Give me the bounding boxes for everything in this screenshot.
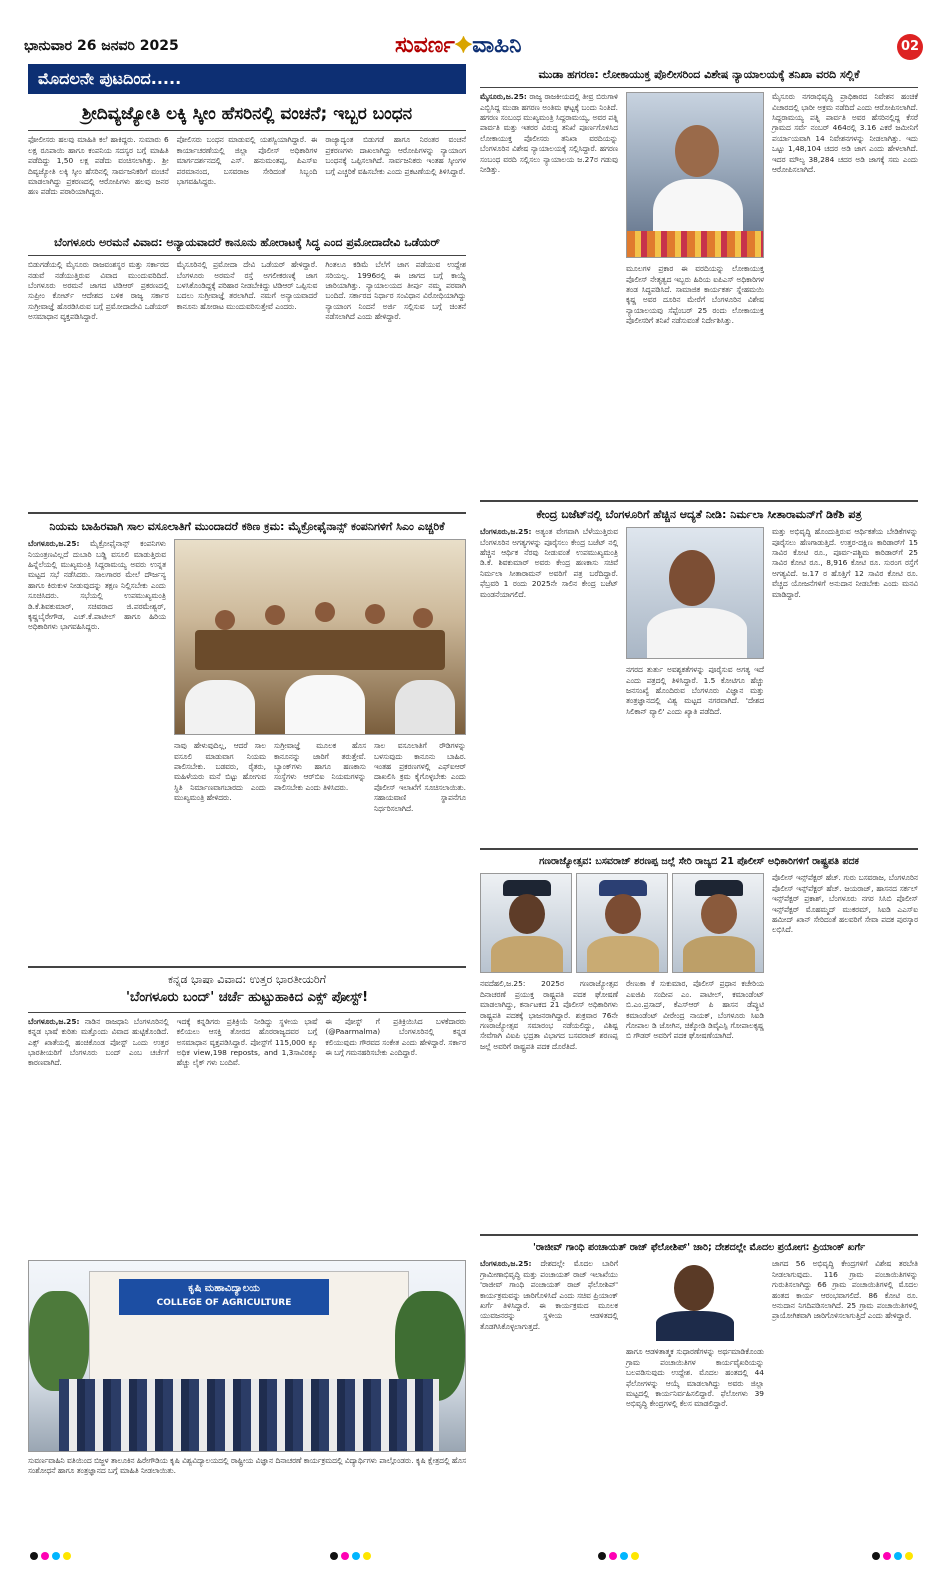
headline-palace-dispute: ಬೆಂಗಳೂರು ಅರಮನೆ ವಿವಾದ: ಅನ್ಯಾಯವಾದರೆ ಕಾನೂನು ಹೋರಾಟಕ್ಕೆ ಸಿದ್ಧ ಎಂದ ಪ್ರಮೋದಾದೇವಿ ಒಡೆಯರ್: [54, 236, 440, 249]
cm-portrait-photo: [626, 92, 764, 258]
student-group: [59, 1379, 439, 1451]
story-kannada-language: [28, 966, 466, 1256]
person-body: [587, 936, 659, 973]
college-caption-block: [28, 1456, 466, 1500]
story-union-budget: [480, 500, 918, 842]
color-dot: [63, 1552, 71, 1560]
minister-portrait-photo: [626, 1259, 764, 1341]
story-column: ರಾಜ್ಯಾದ್ಯಂತ ಬಿಡುಗಡೆ ಹಾಗೂ ನಿರಂತರ ವಂಚನೆ ಪ್ರಕರಣಗಳು ದಾಖಲಾಗಿದ್ದು ಆರೋಪಿಗಳನ್ನು ನ್ಯಾಯಾಂಗ ಬಂಧನಕ್ಕೆ ಒಪ್ಪಿಸಲಾಗಿದೆ. ಸಾರ್ವಜನಿಕರು ಇಂತಹ ಸ್ಕೀಂಗಳ ಬಗ್ಗೆ ಎಚ್ಚರಿಕೆ ವಹಿಸಬೇಕು ಎಂದು ಪ್ರಕಟಣೆಯಲ್ಲಿ ತಿಳಿಸಿದ್ದಾರೆ.: [325, 135, 466, 176]
color-dot: [620, 1552, 628, 1560]
story-column: ನಾವು ಹೇಳುವುದಿಲ್ಲ, ಆದರೆ ಸಾಲ ವಸೂಲಿ ಮಾಡುವಾಗ ನಿಯಮ ಪಾಲಿಸಬೇಕು. ಬಡವರು, ರೈತರು, ಮಹಿಳೆಯರು ಮನೆ ಬಿಟ್ಟು ಹೋಗುವ ಸ್ಥಿತಿ ನಿರ್ಮಾಣವಾಗಬಾರದು ಎಂದು ಮುಖ್ಯಮಂತ್ರಿ ಹೇಳಿದರು.: [174, 741, 266, 803]
dateline: ಮೈಸೂರು,ಜ.25:: [480, 92, 527, 102]
story-column: ಬಿಡುಗಡೆಯಲ್ಲಿ ಮೈಸೂರು ರಾಜವಂಶಸ್ಥರ ಮತ್ತು ಸರ್ಕಾರದ ನಡುವೆ ನಡೆಯುತ್ತಿರುವ ವಿವಾದ ಮುಂದುವರಿದಿದೆ. ಬೆಂಗಳೂರು ಅರಮನೆ ಜಾಗದ ಟಿಡಿಆರ್ ಪ್ರಕರಣದಲ್ಲಿ ಸುಪ್ರೀಂ ಕೋರ್ಟ್ ಆದೇಶದ ಬಳಿಕ ರಾಜ್ಯ ಸರ್ಕಾರ ಸುಗ್ರೀವಾಜ್ಞೆ ಹೊರಡಿಸಿರುವ ಬಗ್ಗೆ ಪ್ರಮೋದಾದೇವಿ ಒಡೆಯರ್ ಅಸಮಾಧಾನ ವ್ಯಕ್ತಪಡಿಸಿದ್ದಾರೆ.: [28, 260, 169, 322]
story-column: ಹಾಗೂ ಆಡಳಿತಾತ್ಮಕ ಸುಧಾರಣೆಗಳನ್ನು ಅರ್ಥಮಾಡಿಕೊಂಡು ಗ್ರಾಮ ಪಂಚಾಯಿತಿಗಳ ಕಾರ್ಯವೈಖರಿಯನ್ನು ಬಲಪಡಿಸುವುದು ಉದ್ದೇಶ. ಮೊದಲ ಹಂತದಲ್ಲಿ 44 ಫೆಲೋಗಳನ್ನು ಆಯ್ಕೆ ಮಾಡಲಾಗಿದ್ದು ಅವರು ಜಿಲ್ಲಾ ಮಟ್ಟದಲ್ಲಿ ಕಾರ್ಯನಿರ್ವಹಿಸಲಿದ್ದಾರೆ. ಫೆಲೋಗಳು 39 ಅಭಿವೃದ್ಧಿ ಕೇಂದ್ರಗಳಲ್ಲಿ ಕೆಲಸ ಮಾಡಲಿದ್ದಾರೆ.: [626, 1347, 764, 1409]
section-tag: ಮೊದಲನೇ ಪುಟದಿಂದ.....: [28, 64, 466, 94]
story-body: [480, 873, 918, 1052]
color-dot: [905, 1552, 913, 1560]
headline-microfinance: ನಿಯಮ ಬಾಹಿರವಾಗಿ ಸಾಲ ವಸೂಲಾತಿಗೆ ಮುಂದಾದರೆ ಕಠಿಣ ಕ್ರಮ: ಮೈಕ್ರೋಫೈನಾನ್ಸ್ ಕಂಪನಿಗಳಿಗೆ ಸಿಎಂ ಎಚ್ಚರಿಕೆ: [49, 520, 445, 533]
meeting-table: [195, 630, 445, 670]
story-microfinance: [28, 512, 466, 962]
dateline: ಬೆಂಗಳೂರು,ಜ.25:: [480, 1259, 532, 1269]
story-column: [28, 539, 166, 814]
story-body: [28, 135, 466, 197]
flower-bouquet: [627, 231, 764, 257]
dateline: ಬೆಂಗಳೂರು,ಜ.25:: [28, 1016, 80, 1026]
story-lucky-scheme: [28, 100, 466, 228]
story-column: ನಗರದ ತುರ್ತು ಅವಶ್ಯಕತೆಗಳನ್ನು ಪೂರೈಸುವ ಅಗತ್ಯ ಇದೆ ಎಂದು ಪತ್ರದಲ್ಲಿ ತಿಳಿಸಿದ್ದಾರೆ. 1.5 ಕೋಟಿಗೂ ಹೆಚ್ಚು ಜನಸಂಖ್ಯೆ ಹೊಂದಿರುವ ಬೆಂಗಳೂರು ವಿಜ್ಞಾನ ಮತ್ತು ತಂತ್ರಜ್ಞಾನದಲ್ಲಿ ವಿಶ್ವ ಮಟ್ಟದ ನಗರವಾಗಿದೆ. 'ದೇಶದ ಸಿಲಿಕಾನ್ ವ್ಯಾಲಿ' ಎಂದು ಖ್ಯಾತಿ ಪಡೆದಿದೆ.: [626, 665, 764, 716]
story-column: [480, 1259, 618, 1409]
story-column: [28, 1017, 169, 1069]
story-column: [480, 527, 618, 717]
headline-police-medals: ಗಣರಾಜ್ಯೋತ್ಸವ: ಬಸವರಾಜ್ ಶರಣಪ್ಪ ಜಲ್ಲೆ ಸೇರಿ ರಾಜ್ಯದ 21 ಪೊಲೀಸ್ ಅಧಿಕಾರಿಗಳಿಗೆ ರಾಷ್ಟ್ರಪತಿ ಪದಕ: [539, 856, 859, 867]
color-dot: [52, 1552, 60, 1560]
deputy-cm-portrait-photo: [626, 527, 764, 659]
person-head: [413, 608, 433, 628]
divider: [28, 255, 466, 256]
person-body: [185, 680, 255, 735]
story-muda-scam: [480, 64, 918, 494]
story-column: ನವದೆಹಲಿ,ಜ.25: 2025ರ ಗಣರಾಜ್ಯೋತ್ಸವ ದಿನಾಚರಣೆ ಪ್ರಯುಕ್ತ ರಾಷ್ಟ್ರಪತಿ ಪದಕ ಘೋಷಣೆ ಮಾಡಲಾಗಿದ್ದು, ಕರ್ನಾಟಕದ 21 ಪೊಲೀಸ್ ಅಧಿಕಾರಿಗಳು ರಾಷ್ಟ್ರಪತಿ ಪದಕಕ್ಕೆ ಭಾಜನರಾಗಿದ್ದಾರೆ. ಶುಕ್ರವಾರ 76ನೇ ಗಣರಾಜ್ಯೋತ್ಸವ ಸಮಾರಂಭ ನಡೆಯಲಿದ್ದು, ವಿಶಿಷ್ಟ ಸೇವೆಗಾಗಿ ವಿಐಪಿ ಭದ್ರತಾ ವಿಭಾಗದ ಬಸವರಾಜ್ ಶರಣಪ್ಪ ಜಲ್ಲೆ ಅವರಿಗೆ ರಾಷ್ಟ್ರಪತಿ ಪದಕ ದೊರೆತಿದೆ.: [480, 979, 618, 1051]
story-column: ರೇಣುಕಾ ಕೆ ಸುಕುಮಾರ, ಪೊಲೀಸ್ ಪ್ರಧಾನ ಕಚೇರಿಯ ಎಐಜಿಪಿ ಸಂದೀಪ ಎಂ. ಪಾಟೀಲ್, ಕಮಾಂಡೆಂಟ್ ಬಿ.ಎಂ.ಪ್ರಸಾದ್, ಕೆಎಸ್ಆರ್ ಪಿ ಹಾಸನ ಡೆಪ್ಯುಟಿ ಕಮಾಂಡೆಂಟ್ ವೀರೇಂದ್ರ ನಾಯಕ್, ಬೆಂಗಳೂರು ಸಿಐಡಿ ಗೋಪಾಲ ಡಿ ಜೋಗಿನ, ಚಿಕ್ಕೋಡಿ ಡಿವೈಎಸ್ಪಿ ಗೋಪಾಲಕೃಷ್ಣ ಬಿ ಗೌಡರ್ ಅವರಿಗೆ ಪದಕ ಘೋಷಣೆಯಾಗಿದೆ.: [626, 979, 764, 1041]
story-panchayat-fellowship: [480, 1234, 918, 1504]
color-dot: [341, 1552, 349, 1560]
headline-panchayat-fellowship: 'ರಾಜೀವ್ ಗಾಂಧಿ ಪಂಚಾಯತ್ ರಾಜ್ ಫೆಲೋಶಿಪ್' ಜಾರಿ; ದೇಶದಲ್ಲೇ ಮೊದಲ ಪ್ರಯೋಗ: ಪ್ರಿಯಾಂಕ್ ಖರ್ಗೆ: [532, 1242, 866, 1253]
person-head: [365, 604, 385, 624]
officer-photos: [480, 873, 764, 973]
color-dot: [598, 1552, 606, 1560]
logo-text-a: ಸುವರ್ಣ: [395, 32, 455, 58]
masthead: [0, 0, 945, 62]
color-dot: [330, 1552, 338, 1560]
newspaper-logo: [395, 32, 522, 58]
story-column: ಜಾಗದ 56 ಅಭಿವೃದ್ಧಿ ಕೇಂದ್ರಗಳಿಗೆ ವಿಶೇಷ ತರಬೇತಿ ನೀಡಲಾಗುವುದು. 116 ಗ್ರಾಮ ಪಂಚಾಯಿತಿಗಳನ್ನು ಗುರುತಿಸಲಾಗಿದ್ದು 66 ಗ್ರಾಮ ಪಂಚಾಯಿತಿಗಳಲ್ಲಿ ಮೊದಲ ಹಂತದ ಕಾರ್ಯ ಆರಂಭವಾಗಲಿದೆ. 86 ಕೋಟಿ ರೂ. ಅನುದಾನ ನಿಗದಿಪಡಿಸಲಾಗಿದೆ. 25 ಗ್ರಾಮ ಪಂಚಾಯಿತಿಗಳಲ್ಲಿ ಪ್ರಾಯೋಗಿಕವಾಗಿ ಜಾರಿಗೊಳಿಸಲಾಗುತ್ತಿದೆ ಎಂದು ಹೇಳಿದ್ದಾರೆ.: [772, 1259, 918, 1321]
story-text: ದೇಶದಲ್ಲೇ ಮೊದಲ ಬಾರಿಗೆ ಗ್ರಾಮೀಣಾಭಿವೃದ್ಧಿ ಮತ್ತು ಪಂಚಾಯತ್ ರಾಜ್ ಇಲಾಖೆಯು 'ರಾಜೀವ್ ಗಾಂಧಿ ಪಂಚಾಯತ್ ರಾಜ್ ಫೆಲೋಶಿಪ್' ಕಾರ್ಯಕ್ರಮವನ್ನು ಜಾರಿಗೊಳಿಸಿದೆ ಎಂದು ಸಚಿವ ಪ್ರಿಯಾಂಕ್ ಖರ್ಗೆ ತಿಳಿಸಿದ್ದಾರೆ. ಈ ಕಾರ್ಯಕ್ರಮದ ಮೂಲಕ ಯುವಜನರನ್ನು ಸ್ಥಳೀಯ ಆಡಳಿತದಲ್ಲಿ ತೊಡಗಿಸಿಕೊಳ್ಳಲಾಗುತ್ತದೆ.: [480, 1259, 618, 1331]
divider: [480, 87, 918, 88]
registration-marks-center-right: [598, 1552, 639, 1562]
officer-photo: [576, 873, 668, 973]
story-column: ಮೈಸೂರು ನಗರಾಭಿವೃದ್ಧಿ ಪ್ರಾಧಿಕಾರದ ನಿವೇಶನ ಹಂಚಿಕೆ ವಿಚಾರದಲ್ಲಿ ಭಾರೀ ಅಕ್ರಮ ನಡೆದಿದೆ ಎಂದು ಆರೋಪಿಸಲಾಗಿದೆ. ಸಿದ್ದರಾಮಯ್ಯ ಪತ್ನಿ ಪಾರ್ವತಿ ಅವರ ಹೆಸರಿನಲ್ಲಿದ್ದ ಕೆಸರೆ ಗ್ರಾಮದ ಸರ್ವೆ ನಂಬರ್ 464ರಲ್ಲಿ 3.16 ಎಕರೆ ಜಮೀನಿಗೆ ಪರ್ಯಾಯವಾಗಿ 14 ನಿವೇಶನಗಳನ್ನು ನೀಡಲಾಗಿತ್ತು. ಇದು ಒಟ್ಟು 1,48,104 ಚದರ ಅಡಿ ಜಾಗ ಎಂದು ಹೇಳಲಾಗಿದೆ. ಇದರ ಮೌಲ್ಯ 38,284 ಚದರ ಅಡಿ ಜಾಗಕ್ಕೆ ಸಮ ಎಂದು ಆರೋಪಿಸಲಾಗಿದೆ.: [772, 92, 918, 175]
registration-marks-center-left: [330, 1552, 371, 1562]
story-left-part: [480, 873, 764, 1052]
story-column: ಗಿಂತಲೂ ಕಡಿಮೆ ಬೆಲೆಗೆ ಜಾಗ ಪಡೆಯುವ ಉದ್ದೇಶ ಸರಿಯಲ್ಲ. 1996ರಲ್ಲಿ ಈ ಜಾಗದ ಬಗ್ಗೆ ಕಾಯ್ದೆ ಜಾರಿಯಾಗಿತ್ತು. ನ್ಯಾಯಾಲಯದ ತೀರ್ಪು ನಮ್ಮ ಪರವಾಗಿ ಬಂದಿದೆ. ಸರ್ಕಾರದ ನಿರ್ಧಾರ ಸಂವಿಧಾನ ವಿರೋಧಿಯಾಗಿದ್ದು ನ್ಯಾಯಾಂಗ ನಿಂದನೆ ಅರ್ಜಿ ಸಲ್ಲಿಸುವ ಬಗ್ಗೆ ಚಿಂತನೆ ನಡೆಸಲಾಗಿದೆ ಎಂದು ಹೇಳಿದ್ದಾರೆ.: [325, 260, 466, 322]
section-tag-block: [28, 64, 466, 96]
headline-lucky-scheme: ಶ್ರೀದಿವ್ಯಜ್ಯೋತಿ ಲಕ್ಕಿ ಸ್ಕೀಂ ಹೆಸರಿನಲ್ಲಿ ವಂಚನೆ; ಇಬ್ಬರ ಬಂಧನ: [81, 104, 413, 124]
color-dot: [609, 1552, 617, 1560]
headline-union-budget: ಕೇಂದ್ರ ಬಜೆಟ್‌ನಲ್ಲಿ ಬೆಂಗಳೂರಿಗೆ ಹೆಚ್ಚಿನ ಆದ್ಯತೆ ನೀಡಿ: ನಿರ್ಮಲಾ ಸೀತಾರಾಮನ್‌ಗೆ ಡಿಕೆಶಿ ಪತ್ರ: [536, 508, 862, 521]
person-body: [285, 675, 365, 735]
college-sign: [119, 1279, 329, 1315]
story-body: [28, 260, 466, 322]
story-text: ಅತ್ಯಂತ ವೇಗವಾಗಿ ಬೆಳೆಯುತ್ತಿರುವ ಬೆಂಗಳೂರಿನ ಅಗತ್ಯಗಳನ್ನು ಪೂರೈಸಲು ಕೇಂದ್ರ ಬಜೆಟ್ ನಲ್ಲಿ ಹೆಚ್ಚಿನ ಆರ್ಥಿಕ ನೆರವು ನೀಡುವಂತೆ ಉಪಮುಖ್ಯಮಂತ್ರಿ ಡಿ.ಕೆ. ಶಿವಕುಮಾರ್ ಅವರು ಕೇಂದ್ರ ಹಣಕಾಸು ಸಚಿವೆ ನಿರ್ಮಲಾ ಸೀತಾರಾಮನ್ ಅವರಿಗೆ ಪತ್ರ ಬರೆದಿದ್ದಾರೆ. ಫೆಬ್ರವರಿ 1 ರಂದು 2025ನೇ ಸಾಲಿನ ಕೇಂದ್ರ ಬಜೆಟ್ ಮಂಡನೆಯಾಗಲಿದೆ.: [480, 527, 618, 599]
registration-marks-right: [872, 1552, 913, 1562]
meeting-photo: [174, 539, 466, 735]
story-column: ಸಾಲ ವಸೂಲಾತಿಗೆ ರೌಡಿಗಳನ್ನು ಬಳಸುವುದು ಕಾನೂನು ಬಾಹಿರ. ಇಂತಹ ಪ್ರಕರಣಗಳಲ್ಲಿ ಎಫ್‌ಐಆರ್ ದಾಖಲಿಸಿ ಕ್ರಮ ಕೈಗೊಳ್ಳಬೇಕು ಎಂದು ಪೊಲೀಸ್ ಇಲಾಖೆಗೆ ಸೂಚಿಸಲಾಯಿತು. ಸಹಾಯವಾಣಿ ಸ್ಥಾಪನೆಗೂ ನಿರ್ಧರಿಸಲಾಗಿದೆ.: [374, 741, 466, 813]
headline-muda-scam: ಮುಡಾ ಹಗರಣ: ಲೋಕಾಯುಕ್ತ ಪೊಲೀಸರಿಂದ ವಿಶೇಷ ನ್ಯಾಯಾಲಯಕ್ಕೆ ತನಿಖಾ ವರದಿ ಸಲ್ಲಿಕೆ: [538, 68, 860, 81]
person-head: [669, 550, 715, 606]
story-column: ಫೋಲೀಸರು ಹಲವು ಮಾಹಿತಿ ಕಲೆ ಹಾಕಿದ್ದರು. ಸುಮಾರು 6 ಲಕ್ಷ ರೂಪಾಯಿ ಹಾಗೂ ಕಂಪನಿಯ ಸದಸ್ಯರ ಬಗ್ಗೆ ಮಾಹಿತಿ ಪಡೆದಿದ್ದು 1,50 ಲಕ್ಷ ಪಡೆದು ವಂಚಿಸಲಾಗಿತ್ತು. ಶ್ರೀ ದಿವ್ಯಜ್ಯೋತಿ ಲಕ್ಕಿ ಸ್ಕೀಂ ಹೆಸರಿನಲ್ಲಿ ಸಾರ್ವಜನಿಕರಿಗೆ ವಂಚನೆ ಮಾಡಲಾಗಿದ್ದು ಪ್ರಕರಣದಲ್ಲಿ ಆರೋಪಿಗಳು ಹಲವು ಜನರ ಹಣ ಪಡೆದು ಪರಾರಿಯಾಗಿದ್ದರು.: [28, 135, 169, 197]
dateline: ಬೆಂಗಳೂರು,ಜ.25:: [480, 527, 532, 537]
person-head: [675, 125, 719, 177]
story-body: [480, 92, 918, 326]
college-photo: [28, 1260, 466, 1452]
story-middle: [626, 527, 764, 717]
story-body-columns: [480, 979, 764, 1052]
story-body: [28, 1017, 466, 1069]
headline-bangalore-bandh: 'ಬೆಂಗಳೂರು ಬಂದ್' ಚರ್ಚೆ ಹುಟ್ಟುಹಾಕಿದ ಎಕ್ಸ್ ಪೋಸ್ಟ್!: [125, 990, 368, 1006]
person-head: [215, 610, 235, 630]
logo-text-b: ವಾಹಿನಿ: [472, 32, 522, 58]
story-police-medals: [480, 848, 918, 1230]
divider: [28, 130, 466, 131]
story-body-columns: [174, 741, 466, 814]
person-body: [395, 680, 455, 735]
story-column: ಪೊಲೀಸ್ ಇನ್ಸ್‌ಪೆಕ್ಟರ್ ಹೆಚ್. ಗುರು ಬಸವರಾಜ, ಬೆಂಗಳೂರಿನ ಪೊಲೀಸ್ ಇನ್ಸ್‌ಪೆಕ್ಟರ್ ಹೆಚ್. ಜಯರಾಜ್, ಹಾಸನದ ಸರ್ಕಲ್ ಇನ್ಸ್‌ಪೆಕ್ಟರ್ ಪ್ರಕಾಶ್, ಬೆಂಗಳೂರು ನಗರ ಸಿಸಿಬಿ ಪೊಲೀಸ್ ಇನ್ಸ್‌ಪೆಕ್ಟರ್ ಮೊಹಮ್ಮದ್ ಮುಕರಮ್, ಸಿಐಡಿ ಎಎಸ್ಐ ಹಮೀದ್ ಖಾನ್ ಸೇರಿದಂತೆ ಹಲವರಿಗೆ ಸೇವಾ ಪದಕ ಪುರಸ್ಕಾರ ಲಭಿಸಿದೆ.: [772, 873, 918, 935]
story-middle: [626, 92, 764, 326]
color-dot: [631, 1552, 639, 1560]
person-body: [647, 608, 747, 659]
story-body: [480, 527, 918, 717]
story-column: ಈ ಪೋಸ್ಟ್ ಗೆ ಪ್ರತಿಕ್ರಿಯಿಸಿದ ಬಳಕೆದಾರರು (@Paarmalma) ಬೆಂಗಳೂರಿನಲ್ಲಿ ಕನ್ನಡ ಕಲಿಯುವುದು ಗೌರವದ ಸಂಕೇತ ಎಂದು ಹೇಳಿದ್ದಾರೆ. ಸರ್ಕಾರ ಈ ಬಗ್ಗೆ ಗಮನಹರಿಸಬೇಕು ಎಂದಿದ್ದಾರೆ.: [325, 1016, 466, 1057]
story-text: ನಾಡಿನ ರಾಜಧಾನಿ ಬೆಂಗಳೂರಿನಲ್ಲಿ ಕನ್ನಡ ಭಾಷೆ ಕುರಿತು ಮತ್ತೊಂದು ವಿವಾದ ಹುಟ್ಟಿಕೊಂಡಿದೆ. ಎಕ್ಸ್ ಖಾತೆಯಲ್ಲಿ ಹಂಚಿಕೊಂಡ ಪೋಸ್ಟ್ ಒಂದು ಉತ್ತರ ಭಾರತೀಯರಿಗೆ ಬೆಂಗಳೂರು ಬಂದ್ ಎಂಬ ಚರ್ಚೆಗೆ ಕಾರಣವಾಗಿದೆ.: [28, 1016, 169, 1068]
story-body: [480, 1259, 918, 1409]
story-palace-dispute: [28, 232, 466, 507]
story-column: ಮೂಲಗಳ ಪ್ರಕಾರ ಈ ವರದಿಯನ್ನು ಲೋಕಾಯುಕ್ತ ಪೊಲೀಸ್ ನೇತೃತ್ವದ ಇಬ್ಬರು ಹಿರಿಯ ಐಪಿಎಸ್ ಅಧಿಕಾರಿಗಳ ತಂಡ ಸಿದ್ಧಪಡಿಸಿದೆ. ಸಾಮಾಜಿಕ ಕಾರ್ಯಕರ್ತ ಸ್ನೇಹಮಯಿ ಕೃಷ್ಣ ಅವರ ದೂರಿನ ಮೇರೆಗೆ ಬೆಂಗಳೂರಿನ ವಿಶೇಷ ನ್ಯಾಯಾಲಯವು ಸೆಪ್ಟೆಂಬರ್ 25 ರಂದು ಲೋಕಾಯುಕ್ತ ಪೊಲೀಸರಿಗೆ ತನಿಖೆ ನಡೆಸುವಂತೆ ನಿರ್ದೇಶಿಸಿತ್ತು.: [626, 264, 764, 326]
color-dot: [363, 1552, 371, 1560]
color-dot: [41, 1552, 49, 1560]
story-middle: [626, 1259, 764, 1409]
story-column: [480, 92, 618, 326]
story-right-part: [174, 539, 466, 814]
story-column: ಮತ್ತು ಅಭಿವೃದ್ಧಿ ಹೊಂದುತ್ತಿರುವ ಆರ್ಥಿಕತೆಯ ಬೇಡಿಕೆಗಳನ್ನು ಪೂರೈಸಲು ಹೆಣಗಾಡುತ್ತಿದೆ. ಉತ್ತರ-ದಕ್ಷಿಣ ಕಾರಿಡಾರ್‌ಗೆ 15 ಸಾವಿರ ಕೋಟಿ ರೂ., ಪೂರ್ವ-ಪಶ್ಚಿಮ ಕಾರಿಡಾರ್‌ಗೆ 25 ಸಾವಿರ ಕೋಟಿ ರೂ., 8,916 ಕೋಟಿ ರೂ. ಸುರಂಗ ರಸ್ತೆಗೆ ಅಗತ್ಯವಿದೆ. ಜ.17 ರ ಹೊತ್ತಿಗೆ 12 ಸಾವಿರ ಕೋಟಿ ರೂ. ವೆಚ್ಚದ ಯೋಜನೆಗಳಿಗೆ ಅನುದಾನ ನೀಡಬೇಕು ಎಂದು ಮನವಿ ಮಾಡಿದ್ದಾರೆ.: [772, 527, 918, 599]
story-body: [28, 539, 466, 814]
story-column: ಮೈಸೂರಿನಲ್ಲಿ ಪ್ರಮೋದಾ ದೇವಿ ಒಡೆಯರ್ ಹೇಳಿದ್ದಾರೆ. ಬೆಂಗಳೂರು ಅರಮನೆ ರಸ್ತೆ ಅಗಲೀಕರಣಕ್ಕೆ ಜಾಗ ಬಳಸಿಕೊಂಡಿದ್ದಕ್ಕೆ ಪರಿಹಾರ ನೀಡಬೇಕಿದ್ದು ಟಿಡಿಆರ್ ಒಪ್ಪಿಸುವ ಬದಲು ಸುಗ್ರೀವಾಜ್ಞೆ ತರಲಾಗಿದೆ. ನಮಗೆ ಅನ್ಯಾಯವಾದರೆ ಕಾನೂನು ಹೋರಾಟ ಮುಂದುವರಿಸುತ್ತೇವೆ ಎಂದರು.: [176, 260, 318, 311]
story-text: ಮೈಕ್ರೋಫೈನಾನ್ಸ್ ಕಂಪನಿಗಳು ನಿಯಂತ್ರಣವಿಲ್ಲದೆ ದುಬಾರಿ ಬಡ್ಡಿ ವಸೂಲಿ ಮಾಡುತ್ತಿರುವ ಹಿನ್ನೆಲೆಯಲ್ಲಿ ಮುಖ್ಯಮಂತ್ರಿ ಸಿದ್ದರಾಮಯ್ಯ ಅವರು ಉನ್ನತ ಮಟ್ಟದ ಸಭೆ ನಡೆಸಿದರು. ಸಾಲಗಾರರ ಮೇಲೆ ದೌರ್ಜನ್ಯ ಹಾಗೂ ಕಿರುಕುಳ ನೀಡುವುದನ್ನು ತಕ್ಷಣ ನಿಲ್ಲಿಸಬೇಕು ಎಂದು ಸೂಚಿಸಿದರು. ಸಭೆಯಲ್ಲಿ ಉಪಮುಖ್ಯಮಂತ್ರಿ ಡಿ.ಕೆ.ಶಿವಕುಮಾರ್, ಸಚಿವರಾದ ಜಿ.ಪರಮೇಶ್ವರ್, ಕೃಷ್ಣಬೈರೇಗೌಡ, ಎಚ್.ಕೆ.ಪಾಟೀಲ್ ಹಾಗೂ ಹಿರಿಯ ಅಧಿಕಾರಿಗಳು ಭಾಗವಹಿಸಿದ್ದರು.: [28, 539, 166, 632]
color-dot: [872, 1552, 880, 1560]
person-head: [605, 894, 641, 934]
person-head: [701, 894, 737, 934]
person-head: [265, 605, 285, 625]
divider: [28, 1012, 466, 1013]
logo-feather-icon: ✦: [454, 32, 473, 58]
color-dot: [883, 1552, 891, 1560]
photo-caption: ಸುವರ್ಣವಾಹಿನಿ ವತಿಯಿಂದ ಬಿಜ್ಜಳ ತಾಲೂಕಿನ ಹಿರೇಗೌಡಿಯ ಕೃಷಿ ವಿಶ್ವವಿದ್ಯಾಲಯದಲ್ಲಿ ರಾಷ್ಟ್ರೀಯ ವಿಜ್ಞಾನ ದಿನಾಚರಣೆ ಕಾರ್ಯಕ್ರಮದಲ್ಲಿ ವಿದ್ಯಾರ್ಥಿಗಳು ಪಾಲ್ಗೊಂಡರು. ಕೃಷಿ ಕ್ಷೇತ್ರದಲ್ಲಿ ಹೊಸ ಸಂಶೋಧನೆ ಹಾಗೂ ತಂತ್ರಜ್ಞಾನದ ಬಗ್ಗೆ ಮಾಹಿತಿ ನೀಡಲಾಯಿತು.: [28, 1456, 466, 1476]
person-body: [491, 936, 563, 973]
registration-marks-left: [30, 1552, 71, 1562]
person-head: [509, 894, 545, 934]
story-column: ಪೋಲಿಸರು ಬಂಧನ ಮಾಡುವಲ್ಲಿ ಯಶಸ್ವಿಯಾಗಿದ್ದಾರೆ. ಈ ಕಾರ್ಯಾಚರಣೆಯಲ್ಲಿ ಜಿಲ್ಲಾ ಪೊಲೀಸ್ ಅಧಿಕಾರಿಗಳ ಮಾರ್ಗದರ್ಶನದಲ್ಲಿ ಎಸ್. ಹನುಮಂತಪ್ಪ, ಪಿಎಸ್‌ಐ ಪರಮಾನಂದ, ಬಸವರಾಜ ಸೇರಿದಂತೆ ಸಿಬ್ಬಂದಿ ಭಾಗವಹಿಸಿದ್ದರು.: [176, 135, 318, 187]
page-number: 02: [897, 34, 923, 60]
person-head: [315, 602, 335, 622]
story-kicker: ಕನ್ನಡ ಭಾಷಾ ವಿವಾದ: ಉತ್ತರ ಭಾರತೀಯರಿಗೆ: [167, 973, 327, 986]
college-sign-kannada: ಕೃಷಿ ಮಹಾವಿದ್ಯಾಲಯ: [188, 1283, 260, 1294]
color-dot: [894, 1552, 902, 1560]
story-column: ಸುಗ್ರೀವಾಜ್ಞೆ ಮೂಲಕ ಹೊಸ ಕಾನೂನನ್ನು ಜಾರಿಗೆ ತರುತ್ತೇವೆ. ಬ್ಯಾಂಕ್‌ಗಳು ಹಾಗೂ ಹಣಕಾಸು ಸಂಸ್ಥೆಗಳು ಆರ್‌ಬಿಐ ನಿಯಮಗಳನ್ನು ಪಾಲಿಸಬೇಕು ಎಂದು ತಿಳಿಸಿದರು.: [274, 741, 366, 792]
person-body: [683, 936, 755, 973]
officer-photo: [480, 873, 572, 973]
person-body: [656, 1311, 734, 1341]
story-text: ರಾಜ್ಯ ರಾಜಕೀಯದಲ್ಲಿ ತೀವ್ರ ಬಿರುಗಾಳಿ ಎಬ್ಬಿಸಿದ್ದ ಮುಡಾ ಹಗರಣ ಅಂತಿಮ ಘಟ್ಟಕ್ಕೆ ಬಂದು ನಿಂತಿದೆ. ಹಗರಣ ಸಂಬಂಧ ಮುಖ್ಯಮಂತ್ರಿ ಸಿದ್ದರಾಮಯ್ಯ, ಅವರ ಪತ್ನಿ ಪಾರ್ವತಿ ಮತ್ತು ಇತರರ ವಿರುದ್ಧ ತನಿಖೆ ಪೂರ್ಣಗೊಳಿಸಿದ ಲೋಕಾಯುಕ್ತ ಪೊಲೀಸರು ತನಿಖಾ ವರದಿಯನ್ನು ಬೆಂಗಳೂರಿನ ವಿಶೇಷ ನ್ಯಾಯಾಲಯಕ್ಕೆ ಸಲ್ಲಿಸಿದ್ದಾರೆ. ಹಗರಣ ಸಂಬಂಧ ವರದಿ ಸಲ್ಲಿಸಲು ನ್ಯಾಯಾಲಯ ಜ.27ರ ಗಡುವು ನೀಡಿತ್ತು.: [480, 92, 618, 175]
issue-date: ಭಾನುವಾರ 26 ಜನವರಿ 2025: [24, 38, 179, 54]
person-head: [674, 1265, 714, 1311]
story-column: ಇದಕ್ಕೆ ಕನ್ನಡಿಗರು ಪ್ರತಿಕ್ರಿಯೆ ನೀಡಿದ್ದು ಸ್ಥಳೀಯ ಭಾಷೆ ಕಲಿಯಲು ಆಸಕ್ತಿ ತೋರದ ಹೊರರಾಜ್ಯದವರ ಬಗ್ಗೆ ಅಸಮಾಧಾನ ವ್ಯಕ್ತಪಡಿಸಿದ್ದಾರೆ. ಪೋಸ್ಟ್‌ಗೆ 115,000 ಕ್ಕೂ ಅಧಿಕ view,198 reposts, and 1,3ಸಾವಿರಕ್ಕೂ ಹೆಚ್ಚು ಲೈಕ್ ಗಳು ಬಂದಿವೆ.: [176, 1016, 318, 1068]
dateline: ಬೆಂಗಳೂರು,ಜ.25:: [28, 539, 80, 549]
officer-photo: [672, 873, 764, 973]
color-dot: [352, 1552, 360, 1560]
color-dot: [30, 1552, 38, 1560]
tree-left: [29, 1291, 89, 1391]
college-sign-english: COLLEGE OF AGRICULTURE: [156, 1298, 292, 1308]
